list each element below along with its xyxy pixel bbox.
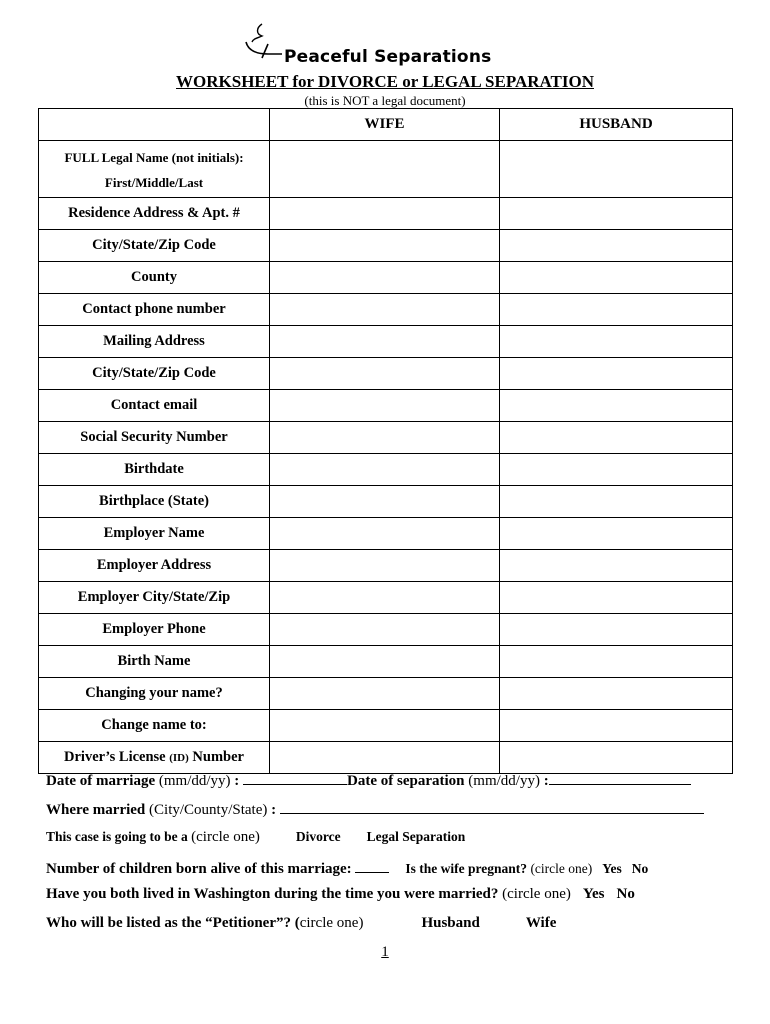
- row-label: Contact phone number: [39, 294, 270, 326]
- row-label: Employer Address: [39, 550, 270, 582]
- wife-field[interactable]: [270, 390, 500, 422]
- row-label: Employer Name: [39, 518, 270, 550]
- wife-field[interactable]: [270, 582, 500, 614]
- page-subtitle: (this is NOT a legal document): [304, 93, 466, 108]
- row-label: City/State/Zip Code: [39, 358, 270, 390]
- wife-field[interactable]: [270, 422, 500, 454]
- husband-full-name-field[interactable]: [500, 141, 733, 198]
- petitioner-line: [46, 915, 556, 932]
- table-row: [39, 454, 733, 486]
- petitioner-hint: circle one): [299, 915, 364, 931]
- table-row: [39, 262, 733, 294]
- row-label: Mailing Address: [39, 326, 270, 358]
- column-header-wife: WIFE: [270, 109, 500, 141]
- table-row: [39, 678, 733, 710]
- table-row: [39, 141, 733, 198]
- husband-field[interactable]: [500, 262, 733, 294]
- husband-field[interactable]: [500, 582, 733, 614]
- children-line: [46, 858, 648, 878]
- case-type-hint: (circle one): [191, 829, 260, 845]
- row-label: Employer Phone: [39, 614, 270, 646]
- table-header-row: [39, 109, 733, 141]
- wife-field[interactable]: [270, 326, 500, 358]
- wife-field[interactable]: [270, 230, 500, 262]
- wife-field[interactable]: [270, 678, 500, 710]
- washington-line: [46, 886, 635, 903]
- husband-drivers-license-field[interactable]: [500, 742, 733, 774]
- where-married-field[interactable]: [280, 799, 704, 814]
- pregnant-no-option[interactable]: No: [631, 861, 649, 876]
- wife-drivers-license-field[interactable]: [270, 742, 500, 774]
- table-row: [39, 358, 733, 390]
- table-row: [39, 326, 733, 358]
- row-label: Changing your name?: [39, 678, 270, 710]
- row-label-full-name: [39, 141, 270, 198]
- washington-label: Have you both lived in Washington during the time you were married?: [46, 886, 503, 902]
- wife-field[interactable]: [270, 550, 500, 582]
- column-header-husband: HUSBAND: [500, 109, 733, 141]
- row-label: Change name to:: [39, 710, 270, 742]
- row-label: Birthplace (State): [39, 486, 270, 518]
- row-label: Contact email: [39, 390, 270, 422]
- husband-field[interactable]: [500, 646, 733, 678]
- table-row: [39, 742, 733, 774]
- drivers-label-a: Driver’s License: [64, 749, 170, 765]
- table-row: [39, 550, 733, 582]
- case-type-label: This case is going to be a: [46, 829, 192, 844]
- children-count-field[interactable]: [355, 858, 389, 873]
- row-label: Birth Name: [39, 646, 270, 678]
- table-row: [39, 614, 733, 646]
- husband-field[interactable]: [500, 518, 733, 550]
- petitioner-wife-option[interactable]: Wife: [525, 915, 557, 931]
- husband-field[interactable]: [500, 678, 733, 710]
- husband-field[interactable]: [500, 550, 733, 582]
- row-label: County: [39, 262, 270, 294]
- wife-field[interactable]: [270, 294, 500, 326]
- husband-field[interactable]: [500, 454, 733, 486]
- case-option-legal-separation[interactable]: Legal Separation: [366, 829, 466, 844]
- dates-line: [46, 770, 691, 790]
- table-row: [39, 518, 733, 550]
- row-label-full-name-line1: FULL Legal Name (not initials):: [64, 149, 244, 165]
- separation-date-field[interactable]: [549, 770, 691, 785]
- wife-field[interactable]: [270, 486, 500, 518]
- wife-field[interactable]: [270, 614, 500, 646]
- husband-field[interactable]: [500, 710, 733, 742]
- husband-field[interactable]: [500, 326, 733, 358]
- case-type-line: [46, 829, 465, 846]
- wife-field[interactable]: [270, 454, 500, 486]
- page-number: 1: [381, 944, 389, 960]
- where-married-format: (City/County/State): [149, 802, 268, 818]
- wife-field[interactable]: [270, 262, 500, 294]
- petitioner-husband-option[interactable]: Husband: [421, 915, 480, 931]
- logo-text: Peaceful Separations: [284, 47, 492, 67]
- wife-field[interactable]: [270, 358, 500, 390]
- row-label-drivers-license: [39, 742, 270, 774]
- row-label: Social Security Number: [39, 422, 270, 454]
- table-row: [39, 582, 733, 614]
- pregnant-yes-option[interactable]: Yes: [602, 861, 622, 876]
- children-label: Number of children born alive of this marriage:: [46, 861, 356, 877]
- wife-field[interactable]: [270, 646, 500, 678]
- page-title: WORKSHEET for DIVORCE or LEGAL SEPARATION: [176, 72, 594, 91]
- row-label: Employer City/State/Zip: [39, 582, 270, 614]
- table-row: [39, 422, 733, 454]
- marriage-date-field[interactable]: [243, 770, 347, 785]
- husband-field[interactable]: [500, 390, 733, 422]
- case-option-divorce[interactable]: Divorce: [295, 829, 341, 844]
- husband-field[interactable]: [500, 422, 733, 454]
- row-label-full-name-line2: First/Middle/Last: [104, 174, 204, 190]
- pregnant-hint: (circle one): [530, 861, 593, 876]
- table-row: [39, 198, 733, 230]
- husband-field[interactable]: [500, 230, 733, 262]
- wife-field[interactable]: [270, 710, 500, 742]
- row-label: Residence Address & Apt. #: [39, 198, 270, 230]
- table-row: [39, 710, 733, 742]
- washington-hint: (circle one): [502, 886, 571, 902]
- wife-field[interactable]: [270, 198, 500, 230]
- separation-date-label: Date of separation: [347, 773, 469, 789]
- drivers-label-c: Number: [188, 749, 244, 765]
- row-label: City/State/Zip Code: [39, 230, 270, 262]
- separation-date-colon: :: [539, 773, 549, 789]
- wife-full-name-field[interactable]: [270, 141, 500, 198]
- where-married-label: Where married: [46, 802, 150, 818]
- husband-field[interactable]: [500, 614, 733, 646]
- washington-no-option[interactable]: No: [616, 886, 635, 902]
- marriage-date-label: Date of marriage: [46, 773, 159, 789]
- husband-field[interactable]: [500, 358, 733, 390]
- washington-yes-option[interactable]: Yes: [582, 886, 605, 902]
- petitioner-label: Who will be listed as the “Petitioner”? (: [46, 915, 300, 931]
- info-table: [38, 108, 733, 774]
- husband-field[interactable]: [500, 198, 733, 230]
- husband-field[interactable]: [500, 486, 733, 518]
- pregnant-label: Is the wife pregnant?: [405, 861, 531, 876]
- logo: [242, 20, 502, 70]
- dove-logo-icon: [242, 20, 284, 68]
- separation-date-format: (mm/dd/yy): [468, 773, 540, 789]
- table-row: [39, 294, 733, 326]
- row-label: Birthdate: [39, 454, 270, 486]
- table-row: [39, 390, 733, 422]
- table-header-blank: [39, 109, 270, 141]
- marriage-date-colon: :: [230, 773, 244, 789]
- table-row: [39, 486, 733, 518]
- table-row: [39, 646, 733, 678]
- marriage-date-format: (mm/dd/yy): [158, 773, 231, 789]
- husband-field[interactable]: [500, 294, 733, 326]
- wife-field[interactable]: [270, 518, 500, 550]
- where-married-line: [46, 799, 704, 819]
- where-married-colon: :: [267, 802, 280, 818]
- drivers-label-b: (ID): [169, 752, 189, 764]
- table-row: [39, 230, 733, 262]
